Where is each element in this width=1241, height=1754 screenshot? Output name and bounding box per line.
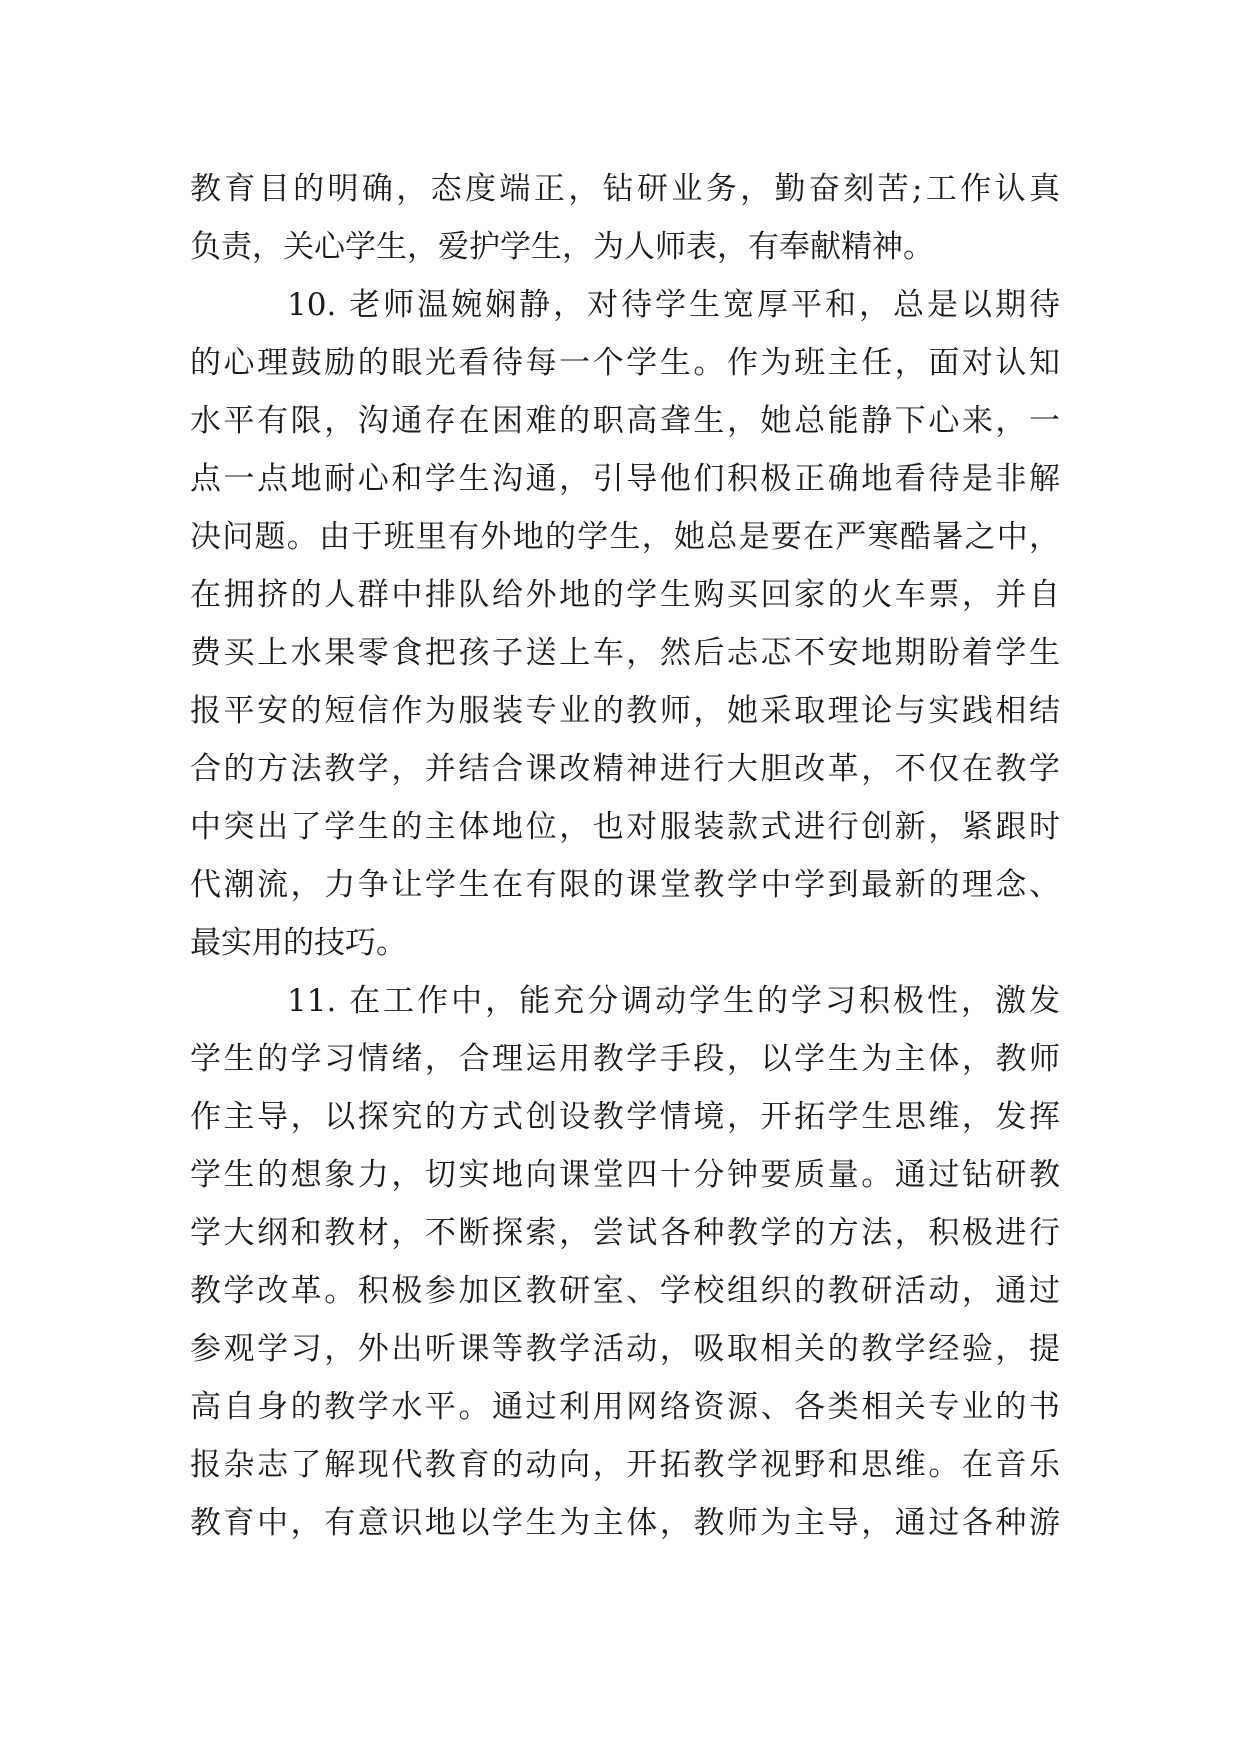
- text-line: 教育中，有意识地以学生为主体，教师为主导，通过各种游: [190, 1505, 1060, 1541]
- text-line: 决问题。由于班里有外地的学生，她总是要在严寒酷暑之中，: [190, 519, 1060, 555]
- paragraph-start-11: 11. 在工作中，能充分调动学生的学习积极性，激发: [287, 983, 1060, 1019]
- text-line: 在拥挤的人群中排队给外地的学生购买回家的火车票，并自: [190, 577, 1060, 613]
- text-line: 中突出了学生的主体地位，也对服装款式进行创新，紧跟时: [190, 809, 1060, 845]
- text-line: 的心理鼓励的眼光看待每一个学生。作为班主任，面对认知: [190, 345, 1060, 381]
- text-line: 参观学习，外出听课等教学活动，吸取相关的教学经验，提: [190, 1331, 1060, 1367]
- text-line: 最实用的技巧。: [190, 925, 407, 961]
- text-line: 学生的学习情绪，合理运用教学手段，以学生为主体，教师: [190, 1041, 1060, 1077]
- text-line: 高自身的教学水平。通过利用网络资源、各类相关专业的书: [190, 1389, 1060, 1425]
- text-line: 教学改革。积极参加区教研室、学校组织的教研活动，通过: [190, 1273, 1060, 1309]
- text-line: 作主导，以探究的方式创设教学情境，开拓学生思维，发挥: [190, 1099, 1060, 1135]
- text-line: 点一点地耐心和学生沟通，引导他们积极正确地看待是非解: [190, 461, 1060, 497]
- text-line: 教育目的明确，态度端正，钻研业务，勤奋刻苦;工作认真: [190, 171, 1060, 207]
- text-line: 学大纲和教材，不断探索，尝试各种教学的方法，积极进行: [190, 1215, 1060, 1251]
- text-line: 水平有限，沟通存在困难的职高聋生，她总能静下心来，一: [190, 403, 1060, 439]
- text-line: 报平安的短信作为服装专业的教师，她采取理论与实践相结: [190, 693, 1060, 729]
- body-text: [190, 160, 1060, 1552]
- text-line: 报杂志了解现代教育的动向，开拓教学视野和思维。在音乐: [190, 1447, 1060, 1483]
- paragraph-start-10: 10. 老师温婉娴静，对待学生宽厚平和，总是以期待: [287, 287, 1060, 323]
- text-line: 负责，关心学生，爱护学生，为人师表，有奉献精神。: [190, 229, 934, 265]
- text-line: 代潮流，力争让学生在有限的课堂教学中学到最新的理念、: [190, 867, 1060, 903]
- text-line: 合的方法教学，并结合课改精神进行大胆改革，不仅在教学: [190, 751, 1060, 787]
- text-line: 学生的想象力，切实地向课堂四十分钟要质量。通过钻研教: [190, 1157, 1060, 1193]
- text-line: 费买上水果零食把孩子送上车，然后忐忑不安地期盼着学生: [190, 635, 1060, 671]
